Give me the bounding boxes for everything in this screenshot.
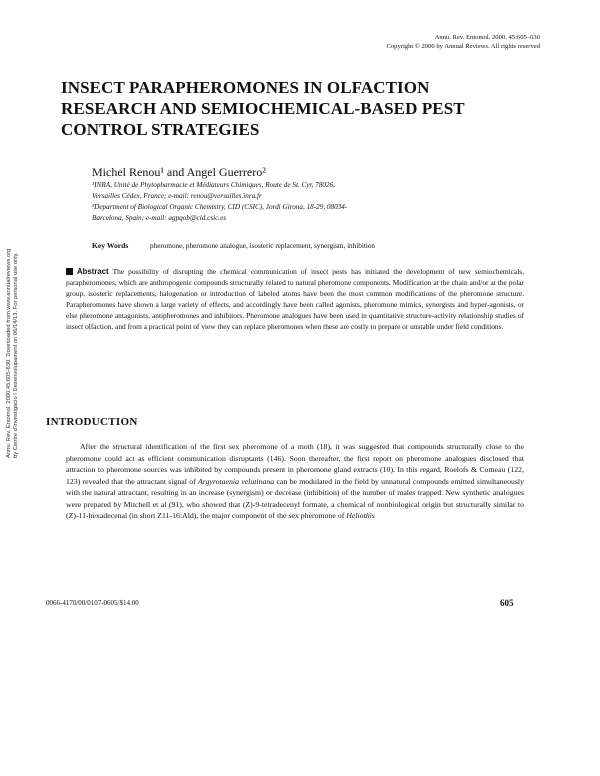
download-watermark bbox=[6, 158, 20, 458]
intro-text-2: can be modulated in the field by unnatural compounds emitted simultaneously with the natural attractant, resulting in an increase (synergism) or decrease (inhibition) of the number of males trapped. New synthetic analogues were prepared by Mitchell et al (91), who showed that (Z)-9-tetradecenyl formate, a chemical of nonbiological origin but structurally similar to (Z)-11-hexadecenal (in short Z11-16:Ald), the major component of the sex pheromone of bbox=[66, 476, 524, 520]
species-name-1: Argyrotaenia velutinana bbox=[197, 476, 275, 486]
affiliation-1-line-1: ¹INRA, Unité de Phytopharmacie et Médiateurs Chimiques, Route de St. Cyr, 78026, bbox=[92, 181, 335, 189]
abstract-text: The possibility of disrupting the chemical communication of insect pests has initiated the development of new semiochemicals, parapheromones, which are anthropogenic compounds structurally related to natural pheromone components. Modification at the chain and/or at the polar group, isosteric replacements, halogenation or introduction of labeled atoms have been the most common modifications of the pheromone structure. Parapheromones have shown a large variety of effects, and accordingly have been called agonists, pheromone mimics, synergists and hyper-agonists, or else pheromone antagonists, antipheromones and inhibitors. Pheromone analogues have been used in quantitative structure-activity relationship studies of insect olfaction, and from a practical point of view they can replace pheromones when these are costly to prepare or unstable under field conditions. bbox=[66, 267, 524, 331]
authors: Michel Renou¹ and Angel Guerrero² bbox=[92, 165, 266, 179]
species-name-2: Heliothis bbox=[346, 511, 375, 520]
title-line-2: RESEARCH AND SEMIOCHEMICAL-BASED PEST bbox=[61, 99, 465, 118]
affiliation-2-line-2: Barcelona, Spain; e-mail: agpqob@cid.csic.es bbox=[92, 214, 227, 222]
keywords-text: pheromone, pheromone analogue, isosteric replacement, synergism, inhibition bbox=[150, 242, 376, 250]
copyright-notice: Copyright © 2000 by Annual Reviews. All rights reserved bbox=[386, 43, 540, 50]
journal-header bbox=[386, 33, 540, 51]
watermark-line-2: by Centre d'Investigacio I Desenvolupament on 06/14/13. For personal use only. bbox=[13, 252, 19, 458]
article-title bbox=[61, 77, 541, 140]
affiliation-1-line-2: Versailles Cédex, France; e-mail: renou@versailles.inra.fr bbox=[92, 192, 262, 200]
journal-citation: Annu. Rev. Entomol. 2000. 45:605–630 bbox=[434, 34, 540, 41]
affiliation-2-line-1: ²Department of Biological Organic Chemistry, CID (CSIC), Jordi Girona, 18-29, 08034- bbox=[92, 203, 348, 211]
abstract bbox=[66, 267, 524, 332]
page-number: 605 bbox=[500, 598, 514, 608]
square-bullet-icon bbox=[66, 268, 73, 275]
intro-text-1: After the structural identification of the first sex pheromone of a moth (18), it was suggested that compounds structurally close to the pheromone could act as efficient communication disruptants (146). Soon thereafter, the first report on pheromone analogues disclosed that attraction to pheromone sources was inhibited by compounds present in pheromone gland extracts (10). In this regard, Roelofs & Comeau (122, 123) revealed that the attractant signal of bbox=[66, 442, 524, 486]
issn-code: 0066-4170/00/0107-0605/$14.00 bbox=[46, 599, 139, 607]
watermark-line-1: Annu. Rev. Entomol. 2000.45:605-630. Downloaded from www.annualreviews.org bbox=[6, 248, 12, 458]
abstract-label: Abstract bbox=[77, 267, 109, 276]
intro-paragraph bbox=[66, 441, 524, 522]
section-heading: INTRODUCTION bbox=[46, 416, 138, 428]
keywords-label: Key Words bbox=[92, 241, 129, 250]
title-line-1: INSECT PARAPHEROMONES IN OLFACTION bbox=[61, 78, 430, 97]
title-line-3: CONTROL STRATEGIES bbox=[61, 120, 260, 139]
